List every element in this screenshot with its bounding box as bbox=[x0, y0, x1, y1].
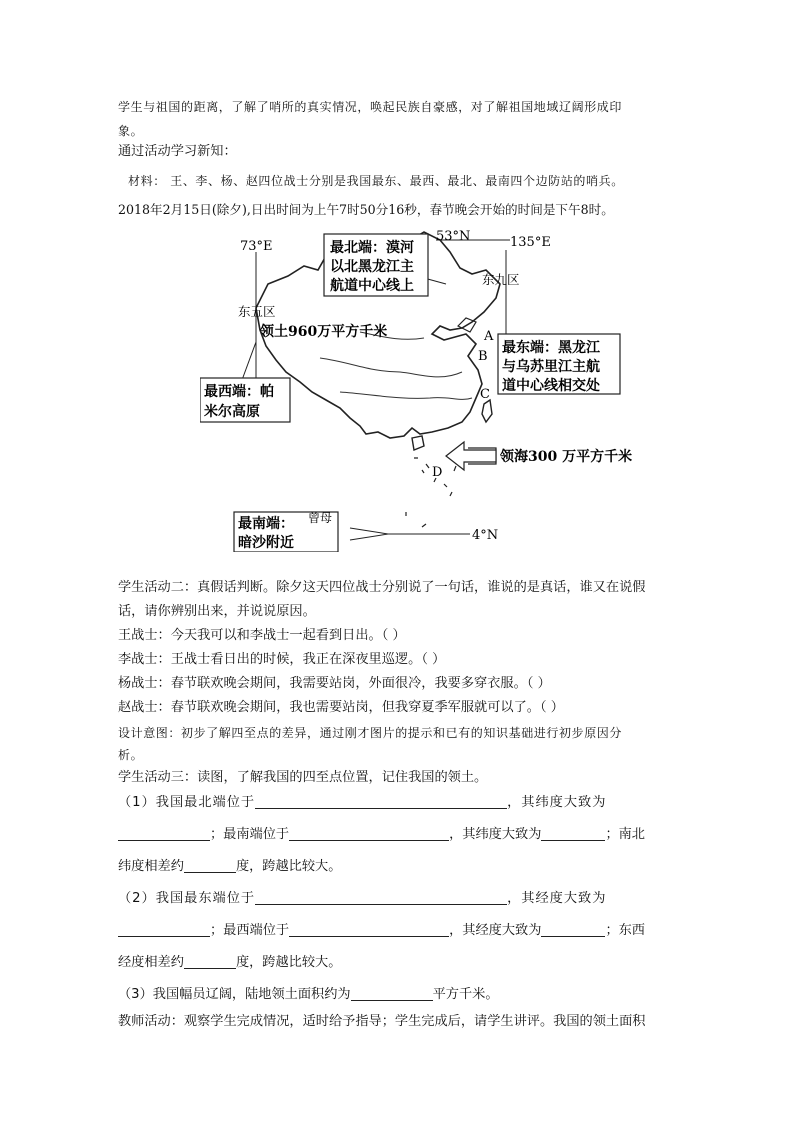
zone-west-label: 东五区 bbox=[238, 304, 276, 319]
east-box-line-2: 与乌苏里江主航 bbox=[502, 359, 600, 375]
soldier-li: 李战士：王战士看日出的时候，我正在深夜里巡逻。（ ） bbox=[118, 652, 446, 667]
lat-south-label: 4°N bbox=[472, 528, 499, 543]
point-a: A bbox=[484, 329, 494, 344]
date-line: 2018年2月15日(除夕),日出时间为上午7时50分16秒，春节晚会开始的时间是下午8时。 bbox=[118, 202, 614, 217]
design-line-2: 析。 bbox=[118, 748, 144, 762]
north-box-line-2: 以北黑龙江主 bbox=[330, 259, 414, 275]
lat-north-label: 53°N bbox=[436, 229, 471, 244]
china-map bbox=[200, 222, 640, 552]
east-box-line-3: 道中心线相交处 bbox=[502, 378, 600, 394]
west-box-line-1: 最西端：帕 bbox=[204, 384, 274, 400]
north-box-line-3: 航道中心线上 bbox=[330, 278, 414, 294]
q2-line-3: 经度相差约 度，跨越比较大。 bbox=[118, 955, 342, 970]
south-box-line-1: 最南端： bbox=[238, 516, 294, 532]
lon-west-label: 73°E bbox=[240, 239, 273, 254]
sea-area-label: 领海300 万平方千米 bbox=[500, 449, 633, 465]
land-area-label: 领土960万平方千米 bbox=[260, 324, 388, 340]
activity3-title: 学生活动三：读图，了解我国的四至点位置，记住我国的领土。 bbox=[118, 770, 488, 785]
q2-line-2: ；最西端位于 ，其经度大致为 ；东西 bbox=[118, 922, 645, 940]
point-d: D bbox=[432, 465, 443, 480]
intro-line-1: 学生与祖国的距离，了解了哨所的真实情况，唤起民族自豪感，对了解祖国地域辽阔形成印 bbox=[118, 100, 623, 114]
zone-east-label: 东九区 bbox=[482, 272, 520, 287]
soldier-zhao: 赵战士：春节联欢晚会期间，我也需要站岗，但我穿夏季军服就可以了。（ ） bbox=[118, 700, 564, 715]
soldier-wang: 王战士：今天我可以和李战士一起看到日出。（ ） bbox=[118, 628, 406, 643]
south-box-line-2: 暗沙附近 bbox=[238, 535, 294, 551]
taiwan-island bbox=[482, 400, 492, 422]
activity2-line-2: 话，请你辨别出来，并说说原因。 bbox=[118, 604, 316, 619]
north-box-line-1: 最北端：漠河 bbox=[330, 240, 414, 256]
west-box-line-2: 米尔高原 bbox=[204, 404, 260, 420]
zengmu-label: 曾母 bbox=[308, 511, 333, 525]
intro-line-3: 通过活动学习新知： bbox=[118, 144, 237, 159]
q1-line-1: （1）我国最北端位于 ，其纬度大致为 bbox=[118, 795, 607, 810]
material-line: 材料： 王、李、杨、赵四位战士分别是我国最东、最西、最北、最南四个边防站的哨兵。 bbox=[128, 174, 624, 188]
activity2-line-1: 学生活动二：真假话判断。除夕这天四位战士分别说了一句话，谁说的是真话，谁又在说假 bbox=[118, 580, 646, 595]
intro-line-2: 象。 bbox=[118, 124, 144, 138]
point-c: C bbox=[480, 387, 490, 402]
soldier-yang: 杨战士：春节联欢晚会期间，我需要站岗，外面很冷，我要多穿衣服。（ ） bbox=[118, 676, 551, 691]
east-box-line-1: 最东端：黑龙江 bbox=[502, 340, 600, 356]
teacher-activity: 教师活动：观察学生完成情况，适时给予指导；学生完成后，请学生讲评。我国的领土面积 bbox=[118, 1014, 646, 1029]
q1-line-2: ；最南端位于 ，其纬度大致为 ；南北 bbox=[118, 826, 645, 844]
design-line-1: 设计意图：初步了解四至点的差异，通过刚才图片的提示和已有的知识基础进行初步原因分 bbox=[118, 726, 623, 740]
hainan-island bbox=[412, 436, 424, 450]
q1-line-3: 纬度相差约 度，跨越比较大。 bbox=[118, 859, 342, 874]
lon-east-label: 135°E bbox=[510, 235, 551, 250]
q3-line: （3）我国幅员辽阔，陆地领土面积约为 平方千米。 bbox=[118, 987, 499, 1002]
point-b: B bbox=[478, 349, 488, 364]
q2-line-1: （2）我国最东端位于 ，其经度大致为 bbox=[118, 891, 607, 906]
